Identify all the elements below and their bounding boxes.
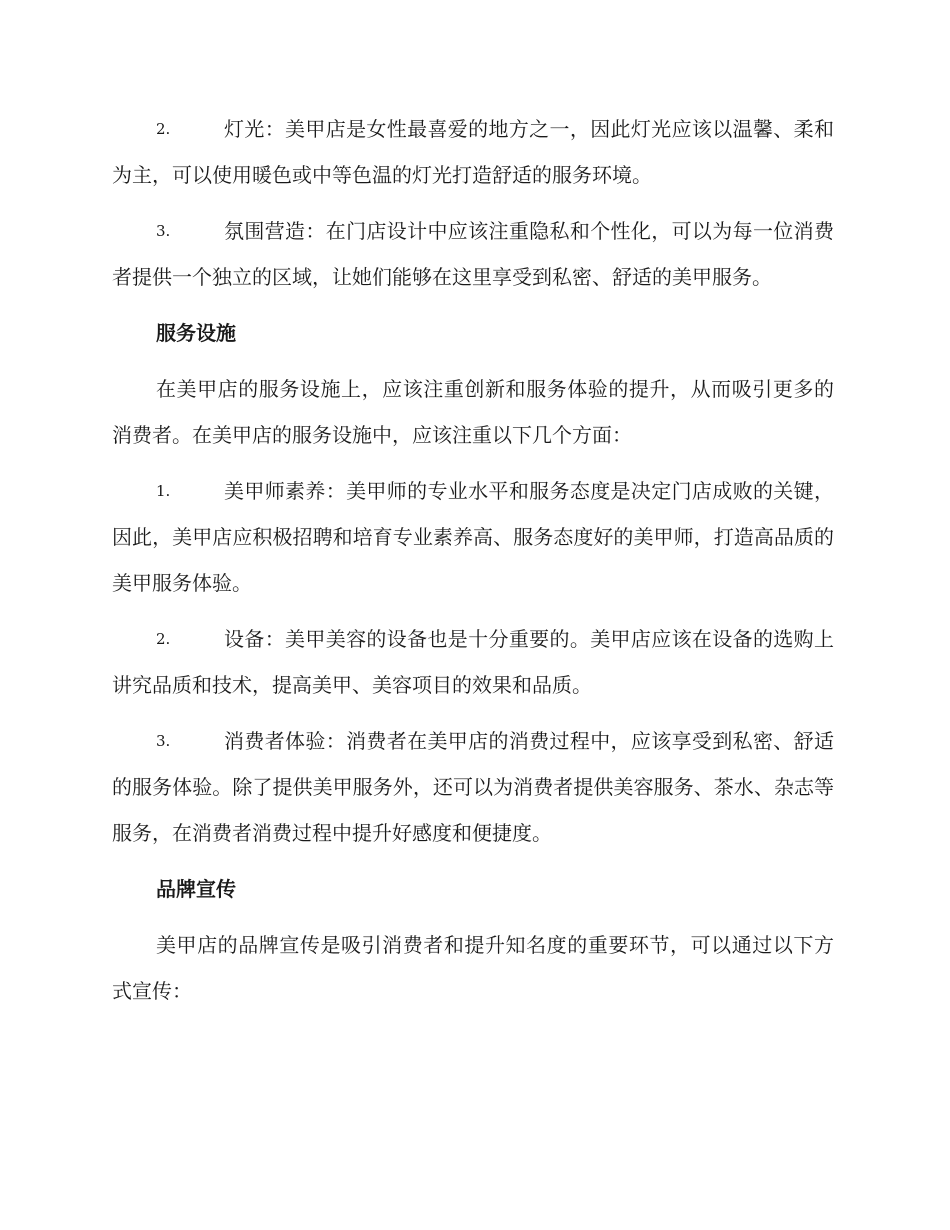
- list-item-equipment: [112, 616, 834, 708]
- list-item-text: 设备：美甲美容的设备也是十分重要的。美甲店应该在设备的选购上讲究品质和技术，提高美甲、美容项目的效果和品质。: [112, 627, 834, 697]
- list-number: 3.: [156, 732, 171, 750]
- section-intro-service: 在美甲店的服务设施上，应该注重创新和服务体验的提升，从而吸引更多的消费者。在美甲店的服务设施中，应该注重以下几个方面：: [112, 377, 834, 447]
- list-item-atmosphere: [112, 208, 834, 300]
- document-page: [112, 106, 834, 1024]
- list-item-text: 消费者体验：消费者在美甲店的消费过程中，应该享受到私密、舒适的服务体验。除了提供美甲服务外，还可以为消费者提供美容服务、茶水、杂志等服务，在消费者消费过程中提升好感度和便捷度。: [112, 729, 834, 845]
- list-number: 3.: [156, 222, 171, 240]
- list-item-text: 美甲师素养：美甲师的专业水平和服务态度是决定门店成败的关键，因此，美甲店应积极招聘和培育专业素养高、服务态度好的美甲师，打造高品质的美甲服务体验。: [112, 479, 834, 595]
- list-item-lighting: [112, 106, 834, 198]
- list-item-consumer-experience: [112, 718, 834, 856]
- list-item-manicurist: [112, 468, 834, 606]
- list-item-text: 氛围营造：在门店设计中应该注重隐私和个性化，可以为每一位消费者提供一个独立的区域，让她们能够在这里享受到私密、舒适的美甲服务。: [112, 219, 834, 289]
- section-heading-brand: 品牌宣传: [156, 877, 236, 901]
- list-number: 2.: [156, 630, 171, 648]
- list-number: 1.: [156, 482, 171, 500]
- list-item-text: 灯光：美甲店是女性最喜爱的地方之一，因此灯光应该以温馨、柔和为主，可以使用暖色或中等色温的灯光打造舒适的服务环境。: [112, 117, 834, 187]
- section-heading-service: 服务设施: [156, 321, 236, 345]
- section-intro-brand: 美甲店的品牌宣传是吸引消费者和提升知名度的重要环节，可以通过以下方式宣传：: [112, 933, 834, 1003]
- list-number: 2.: [156, 120, 171, 138]
